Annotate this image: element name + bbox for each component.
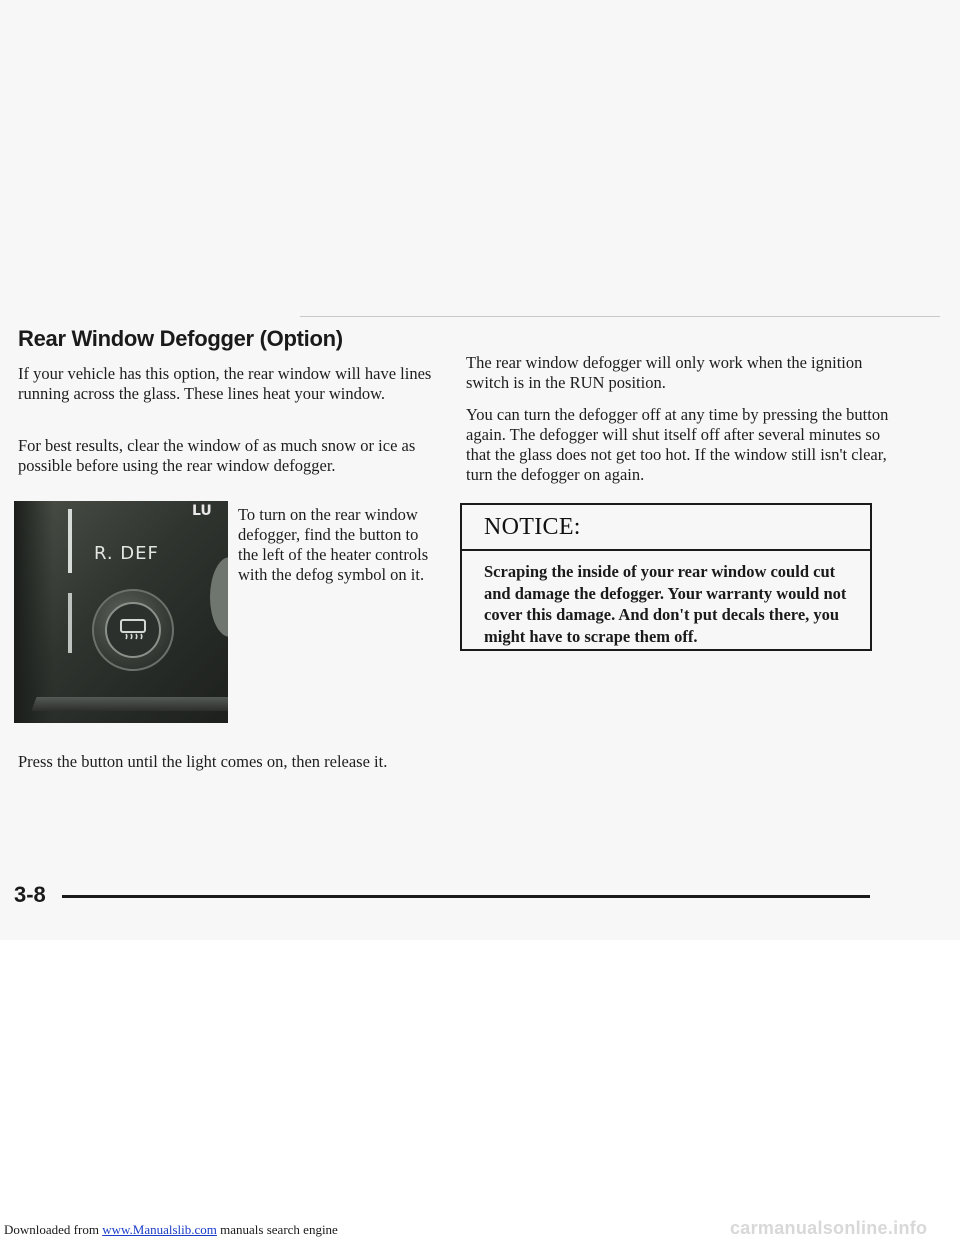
page-number: 3-8 bbox=[14, 882, 46, 907]
site-watermark: carmanualsonline.info bbox=[730, 1218, 928, 1238]
defog-button bbox=[92, 589, 174, 671]
rear-defog-icon bbox=[120, 618, 146, 640]
paragraph-best-results: For best results, clear the window of as much snow or ice as possible before using the rear window defogger. bbox=[18, 436, 416, 475]
top-divider bbox=[300, 316, 940, 317]
banner-suffix: manuals search engine bbox=[216, 1222, 338, 1237]
paragraph-press-button: Press the button until the light comes on, then release it. bbox=[18, 752, 388, 771]
notice-box bbox=[460, 503, 872, 651]
paragraph-turn-on: To turn on the rear window defogger, find the button to the left of the heater controls with the defog symbol on it. bbox=[238, 505, 429, 584]
paragraph-turn-off: You can turn the defogger off at any time by pressing the button again. The defogger will shut itself off after several minutes so that the glass does not get too hot. If the window still isn't clear, turn the defogger on again. bbox=[466, 405, 889, 484]
manualslib-link[interactable]: www.Manualslib.com bbox=[102, 1222, 217, 1237]
paragraph-intro: If your vehicle has this option, the rear window will have lines running across the glass. These lines heat your window. bbox=[18, 364, 432, 403]
banner-prefix: Downloaded from bbox=[4, 1222, 103, 1237]
download-banner bbox=[4, 1222, 338, 1238]
section-heading: Rear Window Defogger (Option) bbox=[18, 326, 343, 351]
notice-body: Scraping the inside of your rear window could cut and damage the defogger. Your warranty would not cover this damage. And don't put decals there, you might have to scrape them off. bbox=[484, 562, 847, 646]
photo-corner-label: LU bbox=[192, 503, 212, 519]
notice-title: NOTICE: bbox=[462, 505, 870, 551]
footer-divider bbox=[62, 895, 870, 898]
defog-button-photo bbox=[14, 501, 228, 723]
paragraph-ignition: The rear window defogger will only work when the ignition switch is in the RUN position. bbox=[466, 353, 863, 392]
photo-panel-label: R. DEF bbox=[94, 543, 159, 564]
